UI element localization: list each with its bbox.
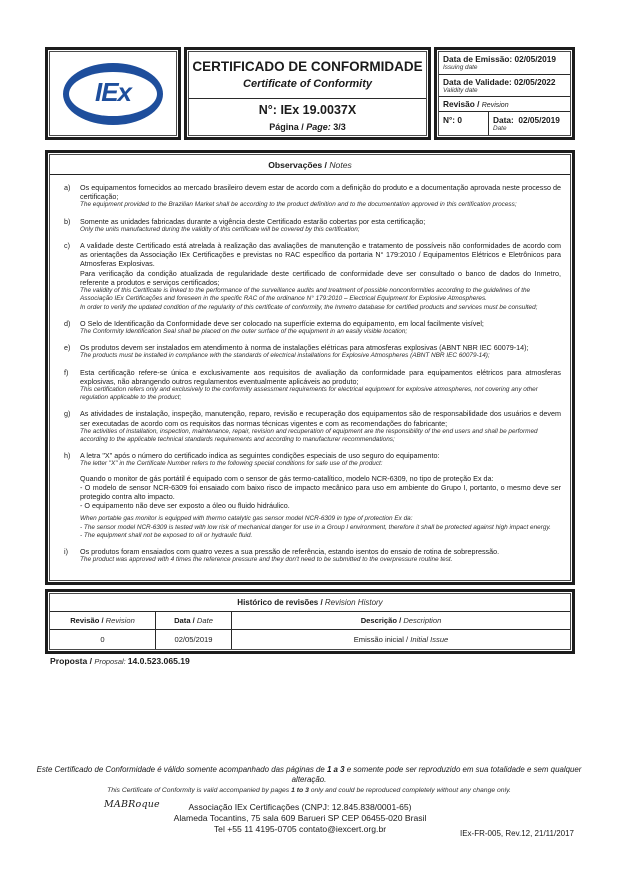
observation-letter: d) — [64, 318, 71, 328]
validity-date: Data de Validade: 02/05/2022 — [443, 76, 556, 87]
revision-number: N°: 0 — [439, 112, 489, 135]
observation-letter: f) — [64, 367, 69, 377]
observation-item — [56, 409, 561, 444]
observation-text-en: The Conformity Identification Seal shall be placed on the outer surface of the equipment in an easily visible location; — [80, 327, 408, 335]
observation-item — [56, 241, 561, 312]
dates-box — [434, 47, 575, 140]
revision-history-table — [45, 589, 575, 654]
observation-text-en: - The equipment shall not be exposed to oil or hydraulic fluid. — [80, 531, 253, 539]
observations-list — [48, 175, 572, 564]
observation-text-en: The equipment provided to the Brazilian Market shall be according to the product definition and to the documentation approved in this certification process; — [80, 201, 517, 209]
iex-logo-icon — [63, 63, 163, 125]
form-code: IEx-FR-005, Rev.12, 21/11/2017 — [460, 829, 574, 838]
title-box — [184, 47, 431, 140]
observation-text-pt: Somente as unidades fabricadas durante a vigência deste Certificado estarão cobertas por esta certificação; — [80, 216, 426, 226]
observations-title: Observações / Notes — [50, 155, 570, 175]
observation-text-en: The activities of installation, inspection, maintenance, repair, revision and recuperation of equipment are the responsibility of the end users and shall be performed according to the applicable technical standards requirements and according to manufacturer recommendations; — [80, 427, 538, 443]
table-cell-description: Emissão inicial / Initial Issue — [353, 635, 449, 644]
observation-text-en: The products must be installed in compliance with the standards of electrical installations for Explosive Atmospheres (ABNT NBR IEC 60079-14); — [80, 352, 490, 360]
observation-text-pt: Os produtos foram ensaiados com quatro vezes a sua pressão de referência, estando isentos do ensaio de rotina de sobrepressão. — [80, 546, 500, 556]
observations-section — [45, 150, 575, 585]
issue-date-row: Data de Emissão: 02/05/2019 Issuing date — [439, 52, 570, 75]
observation-letter: c) — [64, 241, 70, 251]
column-header-date: Data / Date — [156, 612, 232, 630]
observation-letter: e) — [64, 343, 71, 353]
logo-text: IEx — [94, 77, 132, 107]
logo-box — [45, 47, 181, 140]
observation-text-pt: Quando o monitor de gás portátil é equipado com o sensor de gás termo-catalítico, modelo NCR-6309, no tipo de proteção Ex da: — [80, 473, 494, 483]
observation-text-pt: Para verificação da condição atualizada de regularidade deste certificado de conformidade deve ser consultado o banco de dados do Inmetro, referente a produtos e serviços certificados; — [80, 268, 561, 287]
revision-label-row: Revisão / Revision — [439, 97, 570, 112]
column-header-description: Descrição / Description — [232, 612, 570, 630]
observation-text-pt: Os equipamentos fornecidos ao mercado brasileiro devem estar de acordo com a definição do produto e a documentação aprovada neste processo de certificação; — [80, 183, 561, 202]
observation-text-pt: - O equipamento não deve ser exposto a óleo ou fluido hidráulico. — [80, 501, 290, 511]
observation-letter: a) — [64, 183, 71, 192]
revision-date: Data: 02/05/2019 — [493, 115, 560, 125]
validity-statement: Este Certificado de Conformidade é válido somente acompanhado das páginas de 1 a 3 e somente pode ser reproduzido em sua totalidade e sem qualquer alteração. This Certificate of Conformity is valid accompanied by pages 1 to 3 only and could be reproduced completely without any change only. — [36, 765, 582, 794]
observation-text-en: Only the units manufactured during the validity of this certificate will be covered by this certification; — [80, 225, 360, 233]
issue-date: Data de Emissão: 02/05/2019 — [443, 54, 556, 64]
observation-text-pt: Esta certificação refere-se única e exclusivamente aos requisitos de avaliação da conformidade para equipamentos elétricos para atmosferas explosivas, não abrangendo outros regulamentos eventualmente aplicáveis ao produto; — [80, 367, 561, 386]
issuer-org-line: Associação IEx Certificações (CNPJ: 12.845.838/0001-65) — [188, 802, 412, 812]
proposal-number: Proposta / Proposal: 14.0.523.065.19 — [50, 656, 190, 666]
issuer-contact-line: Tel +55 11 4195-0705 contato@iexcert.org.br — [213, 824, 387, 835]
observation-letter: i) — [64, 546, 68, 556]
page-indicator: Página / Page: 3/3 — [269, 121, 346, 132]
observation-text-en: The validity of this Certificate is linked to the performance of the surveillance audits and treatment of possible nonconformities according to the guidelines of the Associação IEx Certificações and foreseen in the specific RAC of the ordinance N° 179:2010 – Electrical Equipment for Explosive Atmospheres. — [80, 287, 531, 303]
observation-text-pt: Os produtos devem ser instalados em atendimento à norma de instalações elétricas para atmosferas explosivas (ABNT NBR IEC 60079-14); — [80, 343, 529, 353]
column-header-revision: Revisão / Revision — [50, 612, 156, 630]
table-cell-date: 02/05/2019 — [156, 630, 232, 649]
observation-text-en: In order to verify the updated condition of the regularity of this certificate of conformity, the Inmetro database for certified products and services must be consulted; — [80, 303, 538, 311]
observation-text-pt: A letra "X" após o número do certificado indica as seguintes condições especiais de uso seguro do equipamento: — [80, 451, 440, 461]
observation-item — [56, 217, 561, 234]
certificate-header — [45, 47, 575, 140]
validity-date-row: Data de Validade: 02/05/2022 Validity date — [439, 75, 570, 98]
table-cell-revision: 0 — [50, 630, 156, 649]
observation-text-en: This certification refers only and exclusively to the conformity assessment requirements for electrical equipment for explosive atmospheres, not covering any other regulation applicable to the product; — [80, 385, 538, 402]
observation-text-en: The letter "X" in the Certificate Number refers to the following special conditions for safe use of the product: — [80, 460, 383, 468]
revision-history-title: Histórico de revisões / Revision History — [50, 594, 570, 612]
observation-letter: h) — [64, 451, 71, 461]
observation-text-en: When portable gas monitor is equipped with thermo catalytic gas sensor model NCR-6309 in type of protection Ex da: — [80, 515, 413, 523]
issuer-street-line: Alameda Tocantins, 75 sala 609 Barueri SP CEP 06455-020 Brasil — [173, 813, 427, 824]
signature: MABRoque — [104, 799, 160, 810]
observation-item — [56, 368, 561, 403]
certificate-number: N°: IEx 19.0037X — [258, 102, 357, 117]
certificate-title-en: Certificate of Conformity — [243, 78, 372, 90]
revision-value-row: N°: 0 Data: 02/05/2019 Date — [439, 112, 570, 135]
observation-text-pt: O Selo de Identificação da Conformidade deve ser colocado na superfície externa do equipamento, em local facilmente visível; — [80, 318, 484, 328]
observation-letter: b) — [64, 216, 71, 226]
observation-letter: g) — [64, 409, 71, 419]
observation-text-pt: A validade deste Certificado está atrelada à realização das avaliações de manutenção e tratamento de possíveis não conformidades de acordo com as orientações da Associação IEx Certificações e previstas no RAC específico da portaria N° 179:2010 / Equipamentos Elétricos e Eletrônicos para Atmosferas Explosivas. — [80, 241, 561, 269]
observation-text-pt: - O modelo de sensor NCR-6309 foi ensaiado com baixo risco de impacto mecânico para uso em ambiente do Grupo I, portanto, o mesmo deve ser protegido contra alto impacto. — [80, 482, 561, 501]
observation-item — [56, 183, 561, 210]
observation-item — [56, 547, 561, 564]
observation-item — [56, 319, 561, 336]
observation-item — [56, 451, 561, 540]
observation-item — [56, 343, 561, 360]
observation-text-en: The product was approved with 4 times the reference pressure and they don't need to be submitted to the overpressure routine test. — [80, 556, 453, 564]
observation-text-pt: As atividades de instalação, inspeção, manutenção, reparo, revisão e recuperação dos equipamentos são de responsabilidade dos usuários e devem ser executadas de acordo com os requisitos das normas técnicas vigentes e com as recomendações do fabricante; — [80, 409, 561, 428]
certificate-title: CERTIFICADO DE CONFORMIDADE — [192, 59, 423, 74]
observation-text-en: - The sensor model NCR-6309 is tested with low risk of mechanical danger for use in a Group I environment, therefore it shall be protected against high impact energy. — [80, 523, 551, 531]
